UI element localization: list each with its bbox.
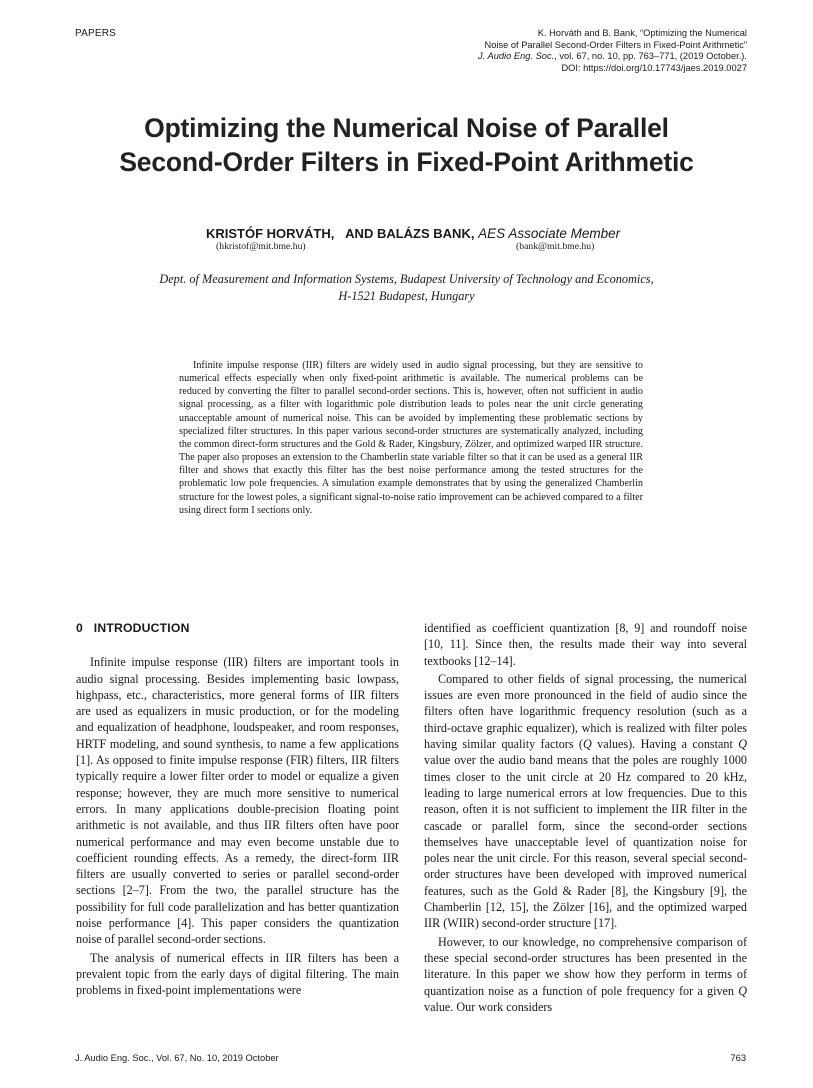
page-number: 763 xyxy=(730,1053,746,1063)
author-2-email[interactable]: (bank@mit.bme.hu) xyxy=(516,241,595,252)
citation-journal: J. Audio Eng. Soc. xyxy=(478,51,555,62)
symbol-q: Q xyxy=(738,737,748,752)
section-heading-introduction: 0 INTRODUCTION xyxy=(76,621,190,635)
text-run: Compared to other fields of signal processing, the numerical issues are even more pronounced in the field of audio since the filters often have logarithmic frequency resolution (such as a third-octave graphic equalizer), which is realized with filter poles having similar quality factors ( xyxy=(424,671,747,752)
paragraph xyxy=(424,671,747,932)
body-column-right xyxy=(424,620,747,1015)
paragraph-continued: identified as coefficient quantization [8, 9] and roundoff noise [10, 11]. Since then, the results made their way into several textbooks [12–14]. xyxy=(424,621,747,668)
paper-title xyxy=(60,111,753,179)
citation-line-3 xyxy=(427,51,747,63)
text-run: However, to our knowledge, no comprehensive comparison of these special second-order structures has been presented in the literature. In this paper we show how they perform in terms of quantization noise as a function of pole frequency for a given xyxy=(424,934,747,998)
citation-volume: , vol. 67, no. 10, pp. 763–771, (2019 October.). xyxy=(554,51,747,62)
body-column-left xyxy=(76,620,399,999)
citation-line-1: K. Horváth and B. Bank, “Optimizing the Numerical xyxy=(537,28,747,38)
symbol-q: Q xyxy=(582,737,592,752)
paragraph: The analysis of numerical effects in IIR filters has been a prevalent topic from the early days of digital filtering. The main problems in fixed-point implementations were xyxy=(76,950,399,998)
running-head-section: PAPERS xyxy=(75,28,117,39)
citation-block xyxy=(427,28,747,74)
text-run: value. Our work considers xyxy=(424,999,553,1014)
author-1-name: KRISTÓF HORVÁTH, xyxy=(206,226,335,241)
citation-line-2: Noise of Parallel Second-Order Filters in Fixed-Point Arithmetic” xyxy=(484,39,747,50)
author-line xyxy=(206,226,620,241)
author-2-membership: AES Associate Member xyxy=(478,226,621,241)
symbol-q: Q xyxy=(738,983,747,998)
affiliation-line-2: H-1521 Budapest, Hungary xyxy=(338,289,475,303)
affiliation xyxy=(60,271,753,305)
title-line-2: Second-Order Filters in Fixed-Point Arithmetic xyxy=(119,147,694,177)
footer-journal: J. Audio Eng. Soc., Vol. 67, No. 10, 2019 October xyxy=(75,1053,279,1063)
author-1-email[interactable]: (hkristof@mit.bme.hu) xyxy=(216,241,306,252)
title-line-1: Optimizing the Numerical Noise of Parallel xyxy=(144,113,669,143)
text-run: values). Having a constant xyxy=(591,737,739,752)
affiliation-line-1: Dept. of Measurement and Information Systems, Budapest University of Technology and Economics, xyxy=(159,272,654,286)
paragraph xyxy=(424,934,747,1015)
author-2-name: AND BALÁZS BANK, xyxy=(345,226,475,241)
abstract: Infinite impulse response (IIR) filters are widely used in audio signal processing, but they are sensitive to numerical effects especially when only fixed-point arithmetic is available. The numerical problems can be reduced by converting the filter to parallel second-order sections. This is, however, often not sufficient in audio signal processing, as a filter with logarithmic pole distribution leads to poles near the unit circle generating unacceptable amount of numerical noise. This can be avoided by implementing these problematic sections by specialized filter structures. In this paper various second-order structures are systematically analyzed, including the common direct-form structures and the Gold & Rader, Kingsbury, Zölzer, and optimized warped IIR structure. The paper also proposes an extension to the Chamberlin state variable filter so that it can be used as a general IIR filter and shows that exactly this filter has the best noise performance among the tested structures for the problematic low pole frequencies. A simulation example demonstrates that by using the generalized Chamberlin structure for the lowest poles, a significant signal-to-noise ratio improvement can be achieved compared to a filter using direct form I sections only. xyxy=(179,360,643,516)
text-run: value over the audio band means that the poles are roughly 1000 times closer to the unit circle at 20 Hz compared to 20 kHz, leading to large numerical errors at low frequencies. Due to this reason, often it is not sufficient to implement the IIR filter in the cascade or parallel form, since the second-order sections themselves have unacceptable level of quantization noise for poles near the unit circle. For this reason, several special second-order structures have been developed with improved numerical features, such as the Gold & Rader [8], the Kingsbury [9], the Chamberlin [12, 15], the Zölzer [16], and the optimized warped IIR (WIIR) second-order structure [17]. xyxy=(424,753,747,931)
paragraph: Infinite impulse response (IIR) filters are important tools in audio signal processing. Besides implementing basic lowpass, highpass, etc., characteristics, more general forms of IIR filters are used as equalizers in music production, or for the modeling and equalization of headphone, loudspeaker, and room responses, HRTF modeling, and sound synthesis, to name a few applications [1]. As opposed to finite impulse response (FIR) filters, IIR filters typically require a lower filter order to model or equalize a given response; however, they are much more sensitive to numerical errors. In many applications double-precision floating point arithmetic is not available, and thus IIR filters often have poor numerical performance and may even become unstable due to coefficient rounding effects. As a remedy, the direct-form IIR filters are usually converted to series or parallel second-order sections [2–7]. From the two, the parallel structure has the possibility for full code parallelization and has better quantization noise performance [4]. This paper considers the quantization noise of parallel second-order sections. xyxy=(76,655,399,947)
citation-doi[interactable]: DOI: https://doi.org/10.17743/jaes.2019.0027 xyxy=(561,62,747,73)
